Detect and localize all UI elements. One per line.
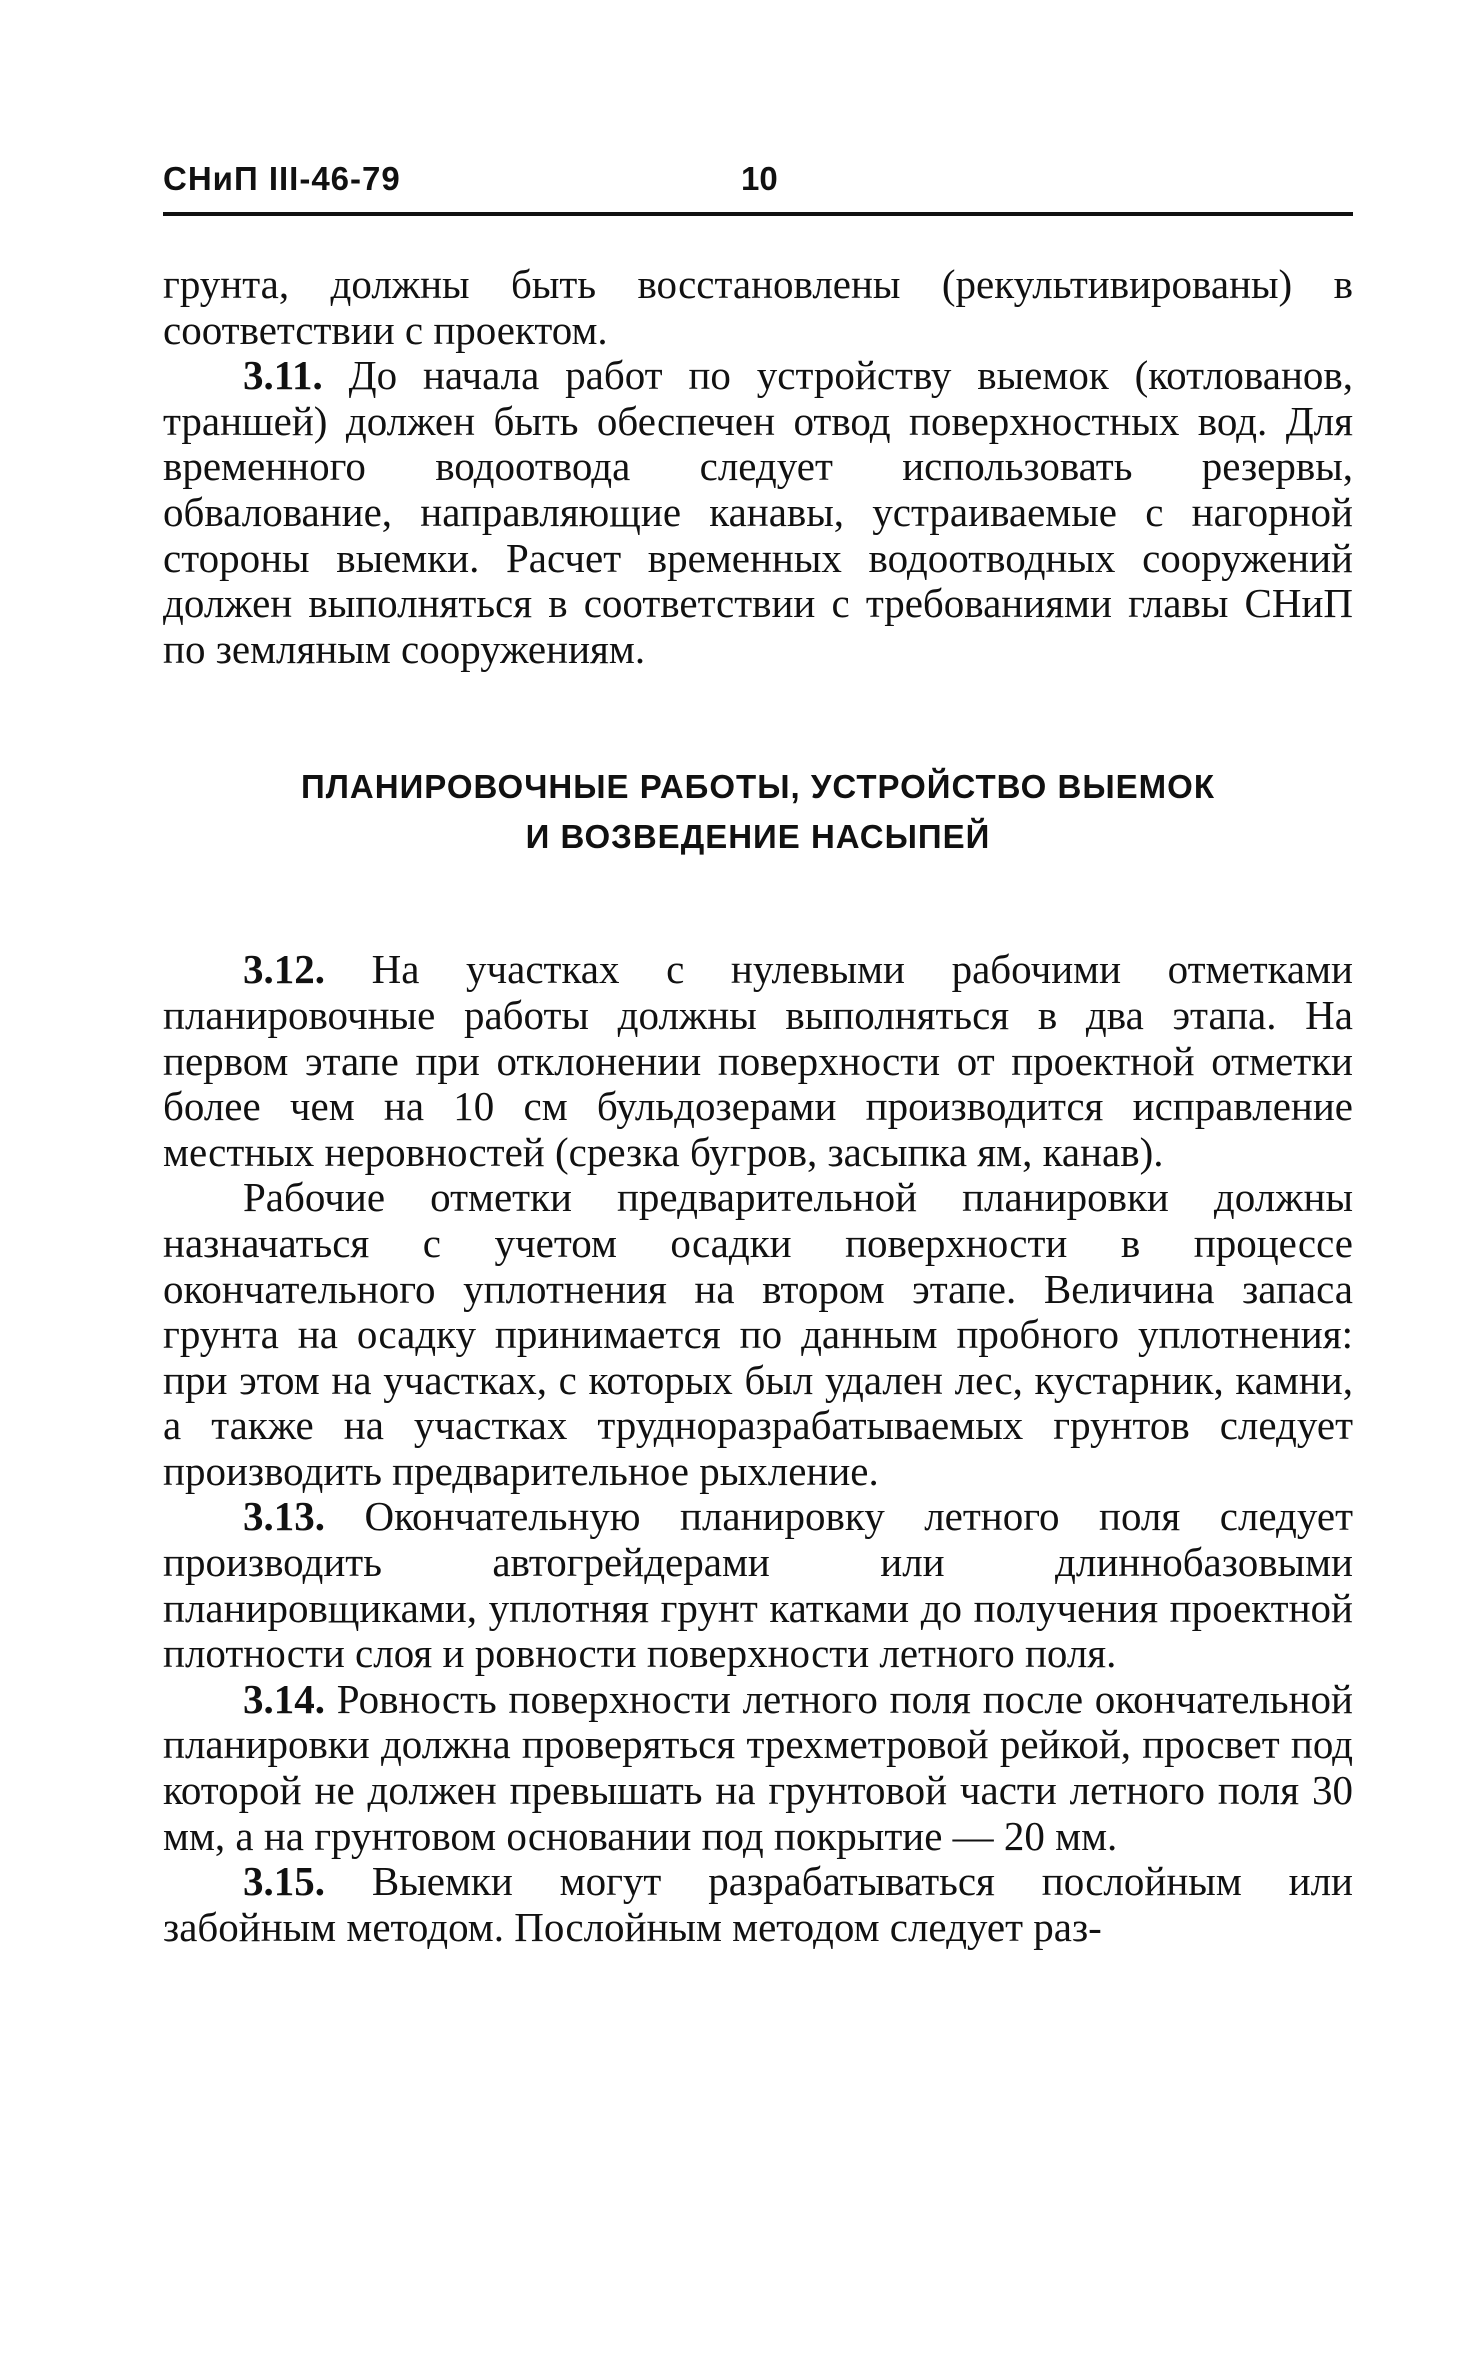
clause-3-13: [163, 1494, 1353, 1676]
clause-text: На участках с нулевыми рабочими отметками планировочные работы должны выполняться в два этапа. На первом этапе при отклонении поверхности от проектной отметки более чем на 10 см бульдозерами производится исправление местных неровностей (срезка бугров, засыпка ям, канав).: [163, 946, 1353, 1175]
clause-3-14: [163, 1677, 1353, 1859]
document-code: СНиП III-46-79: [163, 160, 401, 197]
section-heading-line-2: И ВОЗВЕДЕНИЕ НАСЫПЕЙ: [525, 818, 991, 856]
clause-number: 3.15.: [243, 1858, 325, 1905]
header-rule: [163, 212, 1353, 216]
section-heading: [163, 762, 1353, 862]
page-number: 10: [741, 160, 778, 197]
clause-text: До начала работ по устройству выемок (котлованов, траншей) должен быть обеспечен отвод поверхностных вод. Для временного водоотвода следует использовать резервы, обвалование, направляющие канавы, устраиваемые с нагорной стороны выемки. Расчет временных водоотводных сооружений должен выполняться в соответствии с требованиями главы СНиП по земляным сооружениям.: [163, 352, 1353, 672]
clause-number: 3.12.: [243, 946, 325, 993]
section-heading-line-1: ПЛАНИРОВОЧНЫЕ РАБОТЫ, УСТРОЙСТВО ВЫЕМОК: [301, 768, 1215, 806]
clause-text: Окончательную планировку летного поля следует производить автогрейдерами или длиннобазовыми планировщиками, уплотняя грунт катками до получения проектной плотности слоя и ровности поверхности летного поля.: [163, 1493, 1353, 1677]
clause-3-11: [163, 353, 1353, 672]
running-header: [163, 160, 1353, 210]
clause-number: 3.14.: [243, 1675, 325, 1722]
clause-number: 3.11.: [243, 352, 323, 399]
clause-number: 3.13.: [243, 1493, 325, 1540]
clause-text: Ровность поверхности летного поля после окончательной планировки должна проверяться трехметровой рейкой, просвет под которой не должен превышать на грунтовой части летного поля 30 мм, а на грунтовом основании под покрытие — 20 мм.: [163, 1675, 1353, 1859]
clause-text: Выемки могут разрабатываться послойным или забойным методом. Послойным методом следует раз-: [163, 1858, 1353, 1950]
clause-3-15: [163, 1859, 1353, 1950]
body-text: [163, 262, 1353, 1950]
clause-3-12: [163, 947, 1353, 1175]
paragraph-working-marks: Рабочие отметки предварительной планировки должны назначаться с учетом осадки поверхности в процессе окончательного уплотнения на втором этапе. Величина запаса грунта на осадку принимается по данным пробного уплотнения: при этом на участках, с которых был удален лес, кустарник, камни, а также на участках трудноразрабатываемых грунтов следует производить предварительное рыхление.: [163, 1174, 1353, 1494]
paragraph-continuation: грунта, должны быть восстановлены (рекультивированы) в соответствии с проектом.: [163, 261, 1353, 353]
